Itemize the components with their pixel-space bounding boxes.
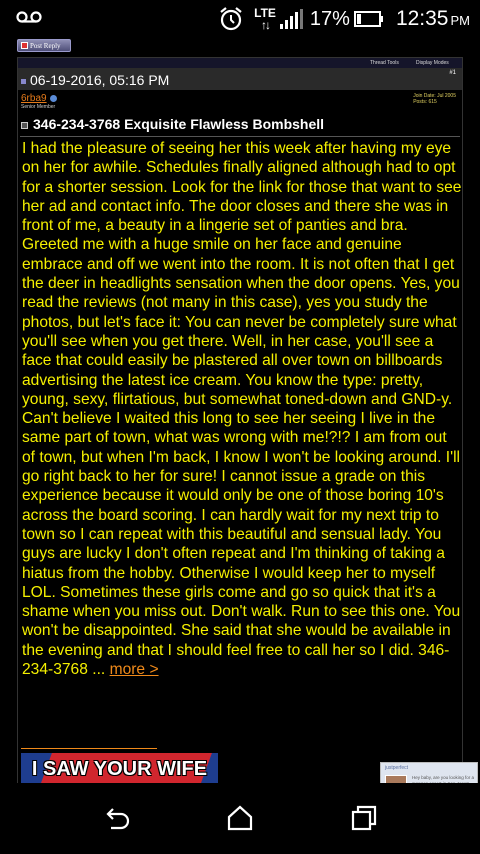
online-status-icon bbox=[50, 95, 57, 102]
user-info bbox=[18, 90, 462, 112]
home-icon[interactable] bbox=[225, 803, 255, 833]
alarm-icon bbox=[218, 6, 244, 32]
signal-icon bbox=[280, 9, 304, 29]
signature-divider bbox=[21, 748, 157, 749]
signature-image-text: I SAW YOUR WIFE bbox=[31, 758, 208, 780]
post-body bbox=[22, 139, 462, 679]
clock bbox=[396, 7, 470, 31]
voicemail-icon bbox=[16, 10, 42, 24]
post-date bbox=[21, 72, 169, 88]
user-title: Senior Member bbox=[21, 104, 56, 110]
battery-icon bbox=[354, 11, 384, 27]
username-text: 6rba9 bbox=[21, 93, 47, 104]
post-header bbox=[18, 68, 462, 90]
join-date: Join Date: Jul 2005 bbox=[413, 93, 456, 99]
post-title bbox=[21, 116, 324, 132]
battery-percent: 17% bbox=[309, 7, 350, 30]
join-info bbox=[413, 93, 456, 105]
reply-icon bbox=[21, 42, 28, 49]
post-date-text: 06-19-2016, 05:16 PM bbox=[30, 72, 170, 88]
ad-header: justperfect bbox=[385, 765, 409, 771]
ad-text: Hey baby, are you looking for a bbox=[412, 775, 474, 780]
data-arrows-icon: LTE ↑↓ bbox=[254, 6, 276, 32]
forum-page bbox=[0, 36, 480, 783]
post-title-text: 346-234-3768 Exquisite Flawless Bombshell bbox=[33, 116, 325, 132]
navigation-bar bbox=[0, 783, 480, 854]
thread-icon bbox=[21, 122, 28, 129]
clock-ampm: PM bbox=[450, 13, 470, 28]
post-count: Posts: 615 bbox=[413, 99, 437, 105]
thread-tools-menu[interactable]: Thread Tools bbox=[370, 60, 399, 66]
back-icon[interactable] bbox=[103, 803, 133, 833]
recents-icon[interactable] bbox=[349, 803, 379, 833]
display-modes-menu[interactable]: Display Modes bbox=[416, 60, 449, 66]
post-container bbox=[17, 57, 463, 797]
post-body-text: I had the pleasure of seeing her this week after having my eye on her for awhile. Schedules finally aligned although had to opt for a shorter session. Look for the link for those that want to see her ad and contact info. The door closes and there she was in front of me, a beauty in a lingerie set of panties and bra. Greeted me with a huge smile on her face and genuine embrace and off we went into the room. It is not often that I get the deer in headlights sensation when the door opens. Yes, you read the reviews (not many in this case), yes you study the photos, but let's face it: You can never be completely sure what you'll see when you get there. Well, in her case, you'll see a face that could easily be plastered all over town on billboards advertising the latest ice cream. You know the type: pretty, young, sexy, flirtatious, but somewhat toned-down and GND-y. Can't believe I waited this long to see her seeing I live in the same part of town, what was wrong with me!?!? I am from out of town, but when I'm back, I know I won't be looking around. I'll go right back to her for sure! I cannot issue a grade on this experience because it would only be one of those boring 10's across the board scoring. I can hardly wait for my next trip to town so I can repeat with this beautiful and sensual lady. You guys are lucky I don't often repeat and I'm thinking of taking a hiatus from the hobby. Otherwise I would keep her to myself LOL. Sometimes these girls come and go so quick that it's a shame when you miss out. Don't walk. Run to see this one. You won't be disappointed. She said that she would be available in the evening and that I should feel free to call her so I did. 346-234-3768 ... bbox=[22, 140, 462, 679]
post-reply-label: Post Reply bbox=[30, 41, 61, 50]
more-link[interactable]: more > bbox=[109, 661, 159, 679]
status-bar bbox=[0, 0, 480, 36]
username-link[interactable] bbox=[21, 93, 57, 104]
divider bbox=[20, 136, 460, 137]
post-number-link[interactable]: #1 bbox=[449, 70, 456, 76]
post-reply-button[interactable] bbox=[17, 39, 71, 52]
network-type: LTE bbox=[254, 6, 276, 20]
thread-toolbar bbox=[18, 58, 462, 68]
post-icon bbox=[21, 79, 26, 84]
clock-time: 12:35 bbox=[395, 7, 449, 30]
